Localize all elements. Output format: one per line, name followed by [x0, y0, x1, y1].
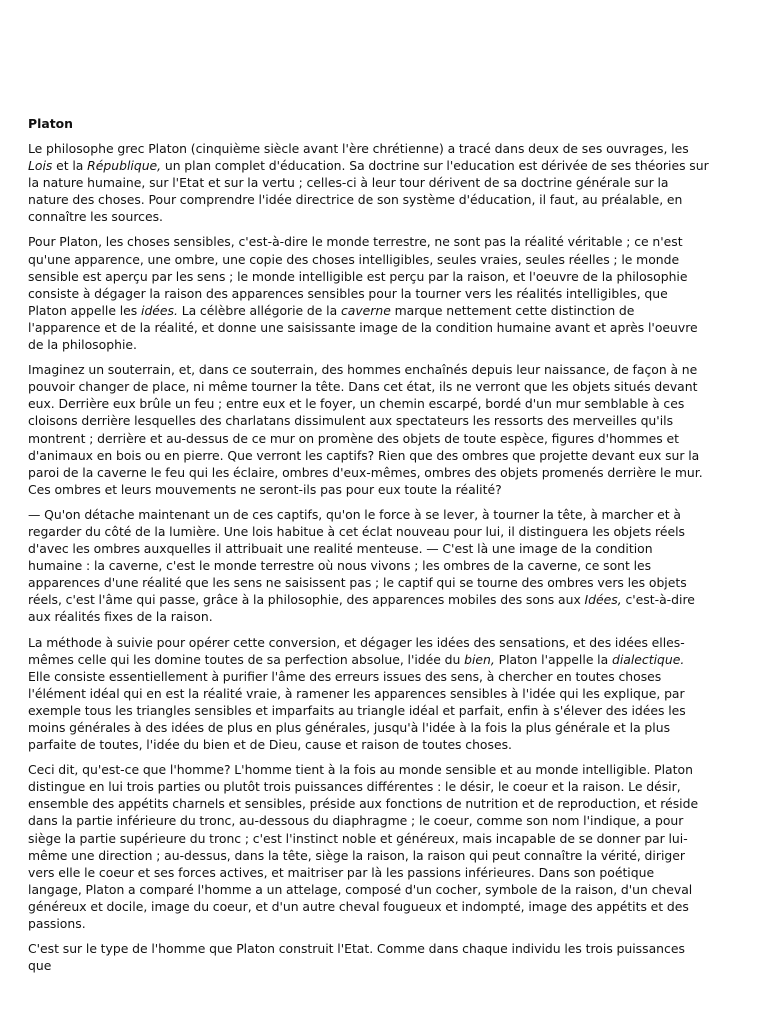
paragraph-sensible-world — [28, 233, 710, 353]
italic-idees: idées. — [141, 302, 178, 318]
text-run: C'est sur le type de l'homme que Platon construit l'Etat. Comme dans chaque individu les trois puissances que — [28, 941, 685, 974]
italic-bien: bien, — [464, 651, 495, 667]
paragraph-dialectic — [28, 634, 710, 754]
paragraph-cave-allegory — [28, 361, 710, 498]
text-run: marque nettement cette distinction de l'apparence et de la réalité, et donne une saisissante image de la condition humaine avant et après l'oeuvre de la philosophie. — [28, 302, 698, 353]
text-run: — Qu'on détache maintenant un de ces captifs, qu'on le force à se lever, à tourner la tête, à marcher et à regarder du côté de la lumière. Une lois habitue à cet éclat nouveau pour lui, il distinguera les objets réels d'avec les ombres auxquelles il attribuait une realité menteuse. — C'est là une image de la condition humaine : la caverne, c'est le monde terrestre où nous vivons ; les ombres de la caverne, ce sont les apparences d'une réalité que les sens ne saisissent pas ; le captif qui se tourne des ombres vers les objets réels, c'est l'âme qui passe, grâce à la philosophie, des apparences mobiles des sons aux — [28, 506, 687, 608]
paragraph-intro — [28, 140, 710, 225]
text-run: Pour Platon, les choses sensibles, c'est-à-dire le monde terrestre, ne sont pas la réalité véritable ; ce n'est qu'une apparence, une ombre, une copie des choses intelligibles, seules vraies, seules réelles ; le monde sensible est aperçu par les sens ; le monde intelligible est perçu par la raison, et l'oeuvre de la philosophie consiste à dégager la raison des apparences sensibles pour la tourner vers les réalités intelligibles, que Platon appelle les — [28, 234, 688, 318]
text-run: c'est-à-dire aux réalités fixes de la raison. — [28, 592, 695, 625]
italic-dialectique: dialectique. — [611, 651, 685, 667]
paragraph-captive-freed — [28, 506, 710, 626]
text-run: Ceci dit, qu'est-ce que l'homme? L'homme tient à la fois au monde sensible et au monde intelligible. Platon distingue en lui trois parties ou plutôt trois puissances différentes : le désir, le coeur et la raison. Le désir, ensemble des appétits charnels et sensibles, préside aux fonctions de nutrition et de reproduction, et réside dans la partie inférieure du tronc, au-dessous du diaphragme ; le coeur, comme son nom l'indique, a pour siège la partie supérieure du tronc ; c'est l'instinct noble et généreux, mais incapable de se donner par lui-même une direction ; au-dessus, dans la tête, siège la raison, la raison qui peut connaître la vérité, diriger vers elle le coeur et ses forces actives, et maitriser par là les passions inférieures. Dans son poétique langage, Platon a comparé l'homme a un attelage, composé d'un cocher, symbole de la raison, d'un cheval généreux et docile, image du coeur, et d'un autre cheval fougueux et indompté, image des appétits et des passions. — [28, 762, 699, 932]
text-run: Elle consiste essentiellement à purifier l'âme des erreurs issues des sens, à chercher en toutes choses l'élément idéal qui en est la réalité vraie, à ramener les apparences sensibles à l'idée qui les explique, par exemple tous les triangles sensibles et imparfaits au triangle idéal et parfait, enfin à s'élever des idées les moins générales à des idées de plus en plus générales, jusqu'à l'idée à la fois la plus générale et la plus parfaite de toutes, l'idée du bien et de Dieu, cause et raison de toutes choses. — [28, 668, 686, 753]
paragraph-human-nature — [28, 761, 710, 932]
italic-republique: République, — [87, 158, 162, 174]
document-title: Platon — [28, 116, 73, 131]
text-run: Platon l'appelle la — [494, 651, 612, 667]
text-run: La célèbre allégorie de la — [177, 302, 341, 318]
text-run: Imaginez un souterrain, et, dans ce souterrain, des hommes enchaînés depuis leur naissance, de façon à ne pouvoir changer de place, ni même tourner la tête. Dans cet état, ils ne verront que les objets situés devant eux. Derrière eux brûle un feu ; entre eux et le foyer, un chemin escarpé, bordé d'un mur semblable à ces cloisons derrière lesquelles des charlatans dissimulent aux spectateurs les ressorts des merveilles qu'ils montrent ; derrière et au-dessus de ce mur on promène des objets de toute espèce, figures d'hommes et d'animaux en bois ou en pierre. Que verront les captifs? Rien que des ombres que projette devant eux sur la paroi de la caverne le feu qui les éclaire, ombres d'eux-mêmes, ombres des objets promenés derrière le mur. Ces ombres et leurs mouvements ne seront-ils pas pour eux toute la réalité? — [28, 362, 703, 497]
text-run: et la — [52, 158, 88, 174]
italic-caverne: caverne — [340, 302, 391, 318]
text-run: Le philosophe grec Platon (cinquième siècle avant l'ère chrétienne) a tracé dans deux de ses ouvrages, les — [28, 141, 689, 156]
italic-lois: Lois — [28, 158, 53, 174]
text-run: un plan complet d'éducation. Sa doctrine sur l'education est dérivée de ses théories sur la nature humaine, sur l'Etat et sur la vertu ; celles-ci à leur tour dérivent de sa doctrine générale sur la nature des choses. Pour comprendre l'idée directrice de son système d'éducation, il faut, au préalable, en connaître les sources. — [28, 158, 709, 225]
text-run: La méthode à suivie pour opérer cette conversion, et dégager les idées des sensations, et des idées elles-mêmes celle qui les domine toutes de sa perfection absolue, l'idée du — [28, 634, 685, 667]
italic-idees-2: Idées, — [584, 592, 622, 608]
paragraph-state — [28, 940, 710, 974]
